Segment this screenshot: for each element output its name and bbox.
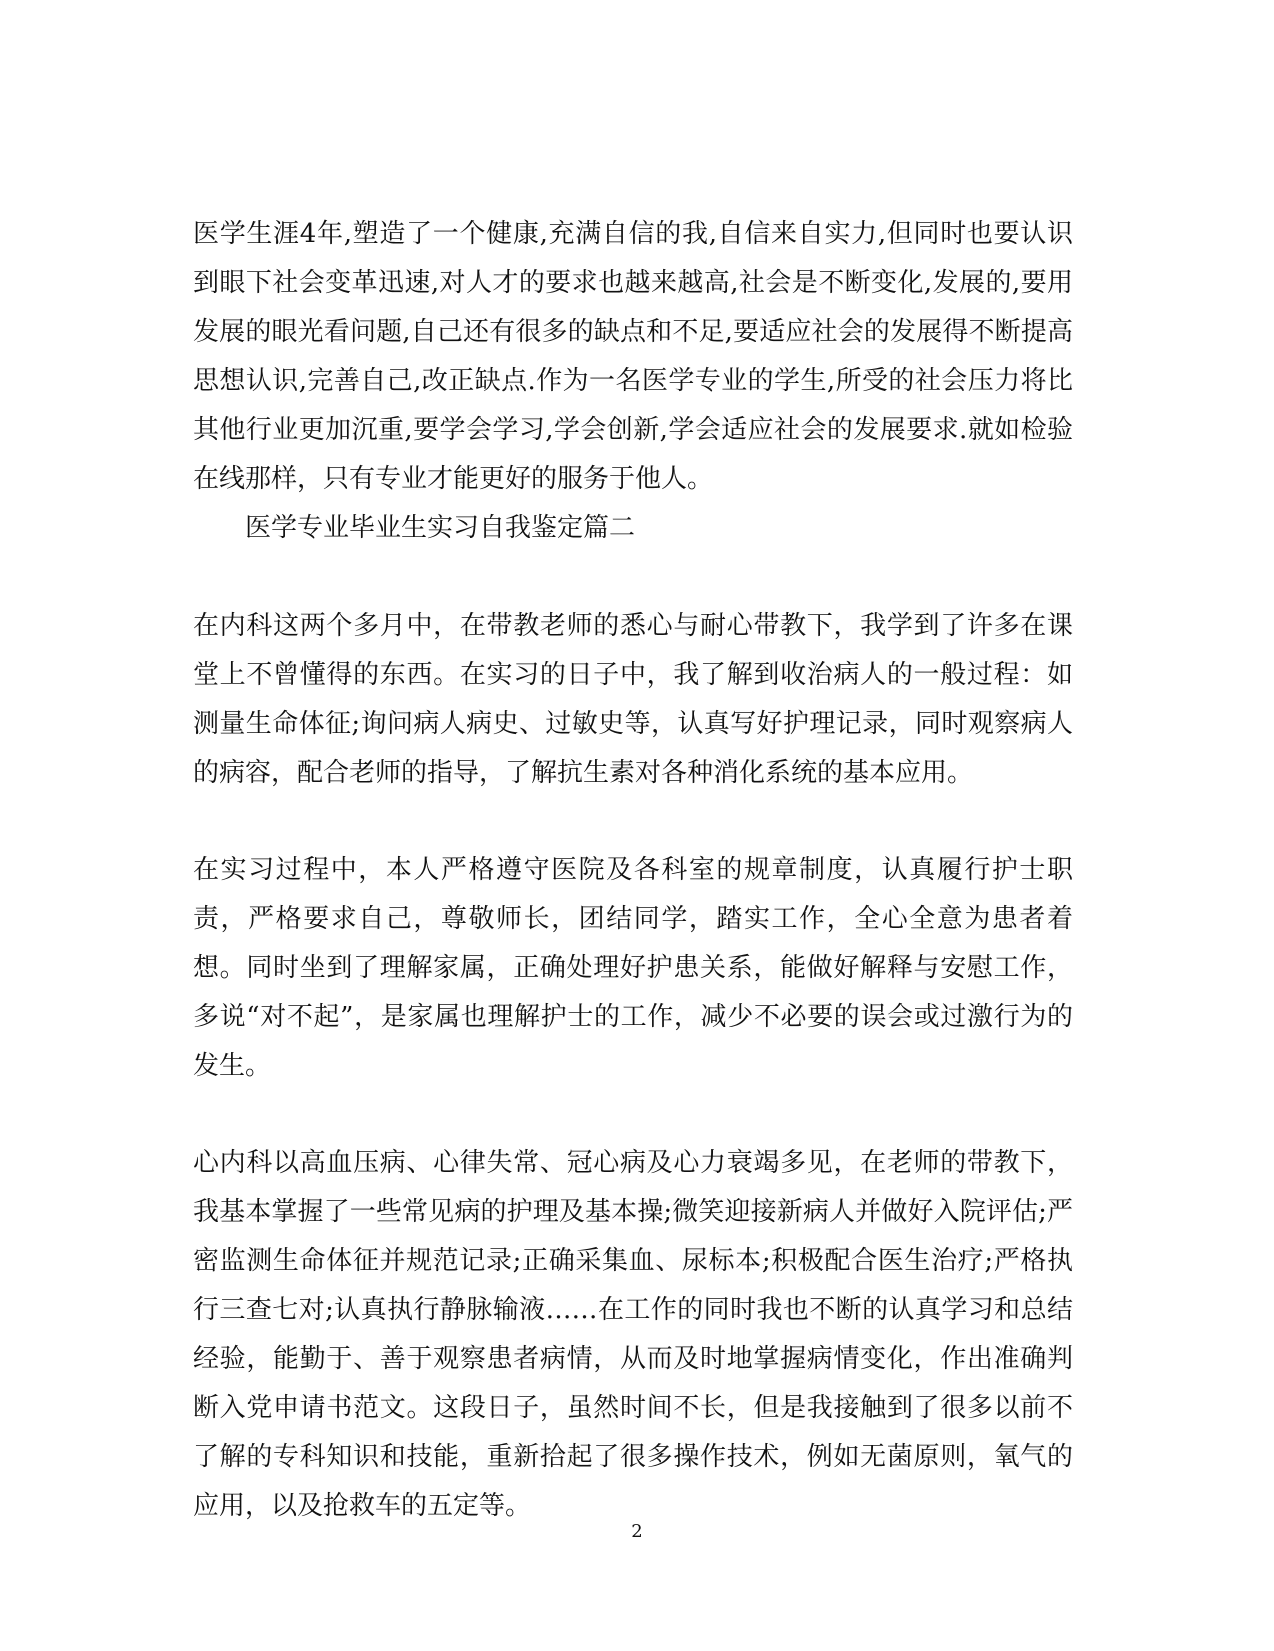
document-body	[193, 210, 1073, 1531]
paragraph-career-summary: 医学生涯4年,塑造了一个健康,充满自信的我,自信来自实力,但同时也要认识到眼下社会变革迅速,对人才的要求也越来越高,社会是不断变化,发展的,要用发展的眼光看问题,自己还有很多的缺点和不足,要适应社会的发展得不断提高思想认识,完善自己,改正缺点.作为一名医学专业的学生,所受的社会压力将比其他行业更加沉重,要学会学习,学会创新,学会适应社会的发展要求.就如检验在线那样，只有专业才能更好的服务于他人。	[193, 219, 1073, 494]
page-number: 2	[631, 1521, 643, 1542]
paragraph-cardiology: 心内科以高血压病、心律失常、冠心病及心力衰竭多见，在老师的带教下，我基本掌握了一些常见病的护理及基本操;微笑迎接新病人并做好入院评估;严密监测生命体征并规范记录;正确采集血、尿标本;积极配合医生治疗;严格执行三查七对;认真执行静脉输液……在工作的同时我也不断的认真学习和总结经验，能勤于、善于观察患者病情，从而及时地掌握病情变化，作出准确判断入党申请书范文。这段日子，虽然时间不长，但是我接触到了很多以前不了解的专科知识和技能，重新拾起了很多操作技术，例如无菌原则，氧气的应用，以及抢救车的五定等。	[193, 1148, 1073, 1521]
spacer	[193, 553, 1073, 602]
paragraph-internal-medicine: 在内科这两个多月中，在带教老师的悉心与耐心带教下，我学到了许多在课堂上不曾懂得的东西。在实习的日子中，我了解到收治病人的一般过程：如测量生命体征;询问病人病史、过敏史等，认真写好护理记录，同时观察病人的病容，配合老师的指导，了解抗生素对各种消化系统的基本应用。	[193, 611, 1073, 788]
spacer	[193, 798, 1073, 846]
spacer	[193, 1091, 1073, 1139]
paragraph-internship-conduct: 在实习过程中，本人严格遵守医院及各科室的规章制度，认真履行护士职责，严格要求自己，尊敬师长，团结同学，踏实工作，全心全意为患者着想。同时坐到了理解家属，正确处理好护患关系，能做好解释与安慰工作，多说“对不起”，是家属也理解护士的工作，减少不必要的误会或过激行为的发生。	[193, 855, 1073, 1081]
section-heading: 医学专业毕业生实习自我鉴定篇二	[245, 513, 636, 543]
